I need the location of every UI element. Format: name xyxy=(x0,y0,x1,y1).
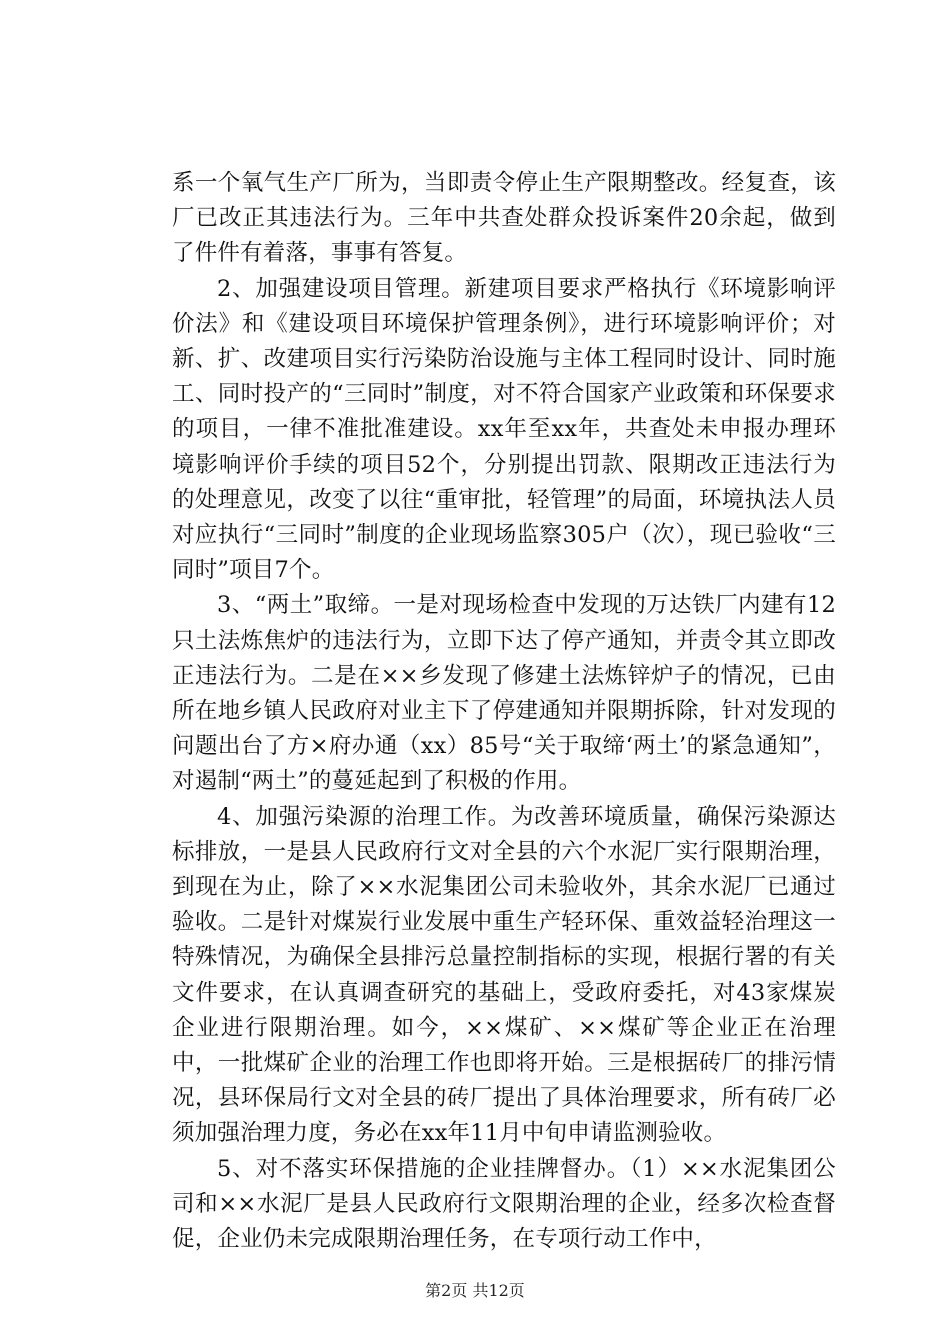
page-footer: 第2页 共12页 xyxy=(425,1281,525,1300)
body-text xyxy=(172,166,836,1257)
paragraph-project-management: 2、加强建设项目管理。新建项目要求严格执行《环境影响评价法》和《建设项目环境保护管理条例》，进行环境影响评价；对新、扩、改建项目实行污染防治设施与主体工程同时设计、同时施工、同时投产的“三同时”制度，对不符合国家产业政策和环保要求的项目，一律不准批准建设。xx年至xx年，共查处未申报办理环境影响评价手续的项目52个，分别提出罚款、限期改正违法行为的处理意见，改变了以往“重审批，轻管理”的局面，环境执法人员对应执行“三同时”制度的企业现场监察305户（次），现已验收“三同时”项目7个。 xyxy=(172,275,836,584)
paragraph-continuation: 系一个氧气生产厂所为，当即责令停止生产限期整改。经复查，该厂已改正其违法行为。三年中共查处群众投诉案件20余起，做到了件件有着落，事事有答复。 xyxy=(172,170,836,267)
paragraph-supervision: 5、对不落实环保措施的企业挂牌督办。（1）××水泥集团公司和××水泥厂是县人民政府行文限期治理的企业，经多次检查督促，企业仍未完成限期治理任务，在专项行动工作中， xyxy=(172,1155,836,1253)
paragraph-pollution-control: 4、加强污染源的治理工作。为改善环境质量，确保污染源达标排放，一是县人民政府行文对全县的六个水泥厂实行限期治理，到现在为止，除了××水泥集团公司未验收外，其余水泥厂已通过验收。二是针对煤炭行业发展中重生产轻环保、重效益轻治理这一特殊情况，为确保全县排污总量控制指标的实现，根据行署的有关文件要求，在认真调查研究的基础上，受政府委托，对43家煤炭企业进行限期治理。如今，××煤矿、××煤矿等企业正在治理中，一批煤矿企业的治理工作也即将开始。三是根据砖厂的排污情况，县环保局行文对全县的砖厂提出了具体治理要求，所有砖厂必须加强治理力度，务必在xx年11月中旬申请监测验收。 xyxy=(172,803,836,1147)
paragraph-liangtu-ban: 3、“两土”取缔。一是对现场检查中发现的万达铁厂内建有12只土法炼焦炉的违法行为，立即下达了停产通知，并责令其立即改正违法行为。二是在××乡发现了修建土法炼锌炉子的情况，已由所在地乡镇人民政府对业主下了停建通知并限期拆除，针对发现的问题出台了方×府办通（xx）85号“关于取缔‘两土’的紧急通知”，对遏制“两土”的蔓延起到了积极的作用。 xyxy=(172,592,836,795)
